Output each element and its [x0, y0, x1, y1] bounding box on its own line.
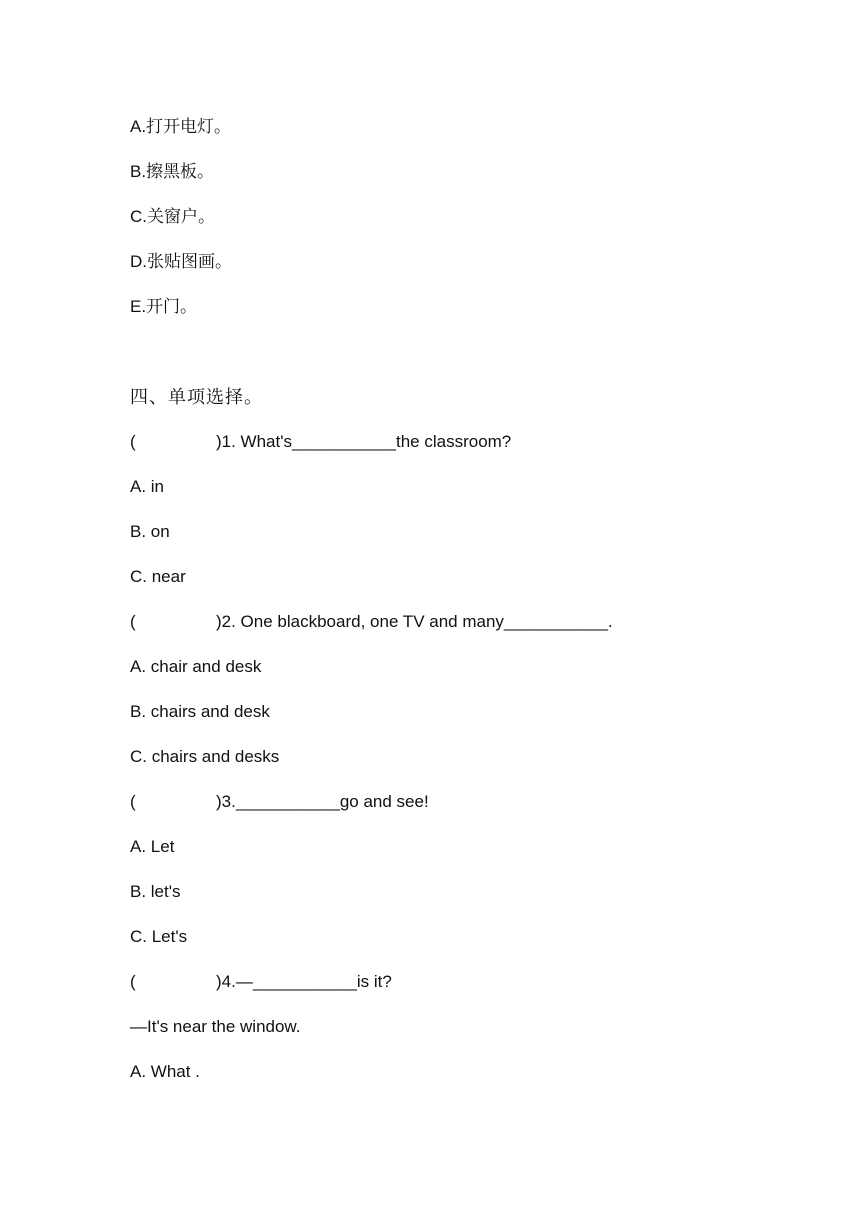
option-e: E.开门。 [130, 297, 198, 316]
answer-paren: ( [130, 612, 136, 631]
question-text: )4.—___________is it? [216, 972, 392, 991]
question-text: )2. One blackboard, one TV and many___________. [216, 612, 613, 631]
question-4-option-a: A. What . [130, 1062, 200, 1081]
option-d: D.张贴图画。 [130, 252, 232, 271]
answer-paren: ( [130, 792, 136, 811]
question-1-option-b: B. on [130, 522, 170, 541]
question-text: )1. What's___________the classroom? [216, 432, 512, 451]
answer-paren: ( [130, 972, 136, 991]
option-c: C.关窗户。 [130, 207, 215, 226]
question-1 [130, 431, 511, 453]
question-3-option-b: B. let's [130, 882, 181, 901]
question-4 [130, 971, 392, 993]
question-1-option-a: A. in [130, 477, 165, 496]
question-text: )3.___________go and see! [216, 792, 429, 811]
question-3-option-a: A. Let [130, 837, 175, 856]
question-2-option-a: A. chair and desk [130, 657, 262, 676]
question-3-option-c: C. Let's [130, 927, 188, 946]
question-4-answer-line: —It's near the window. [130, 1017, 301, 1036]
question-2-option-c: C. chairs and desks [130, 747, 280, 766]
question-2 [130, 611, 613, 633]
section-heading: 四、单项选择。 [130, 387, 263, 407]
question-3 [130, 791, 429, 813]
answer-paren: ( [130, 432, 136, 451]
question-1-option-c: C. near [130, 567, 186, 586]
question-2-option-b: B. chairs and desk [130, 702, 270, 721]
option-b: B.擦黑板。 [130, 162, 215, 181]
option-a: A.打开电灯。 [130, 117, 232, 136]
